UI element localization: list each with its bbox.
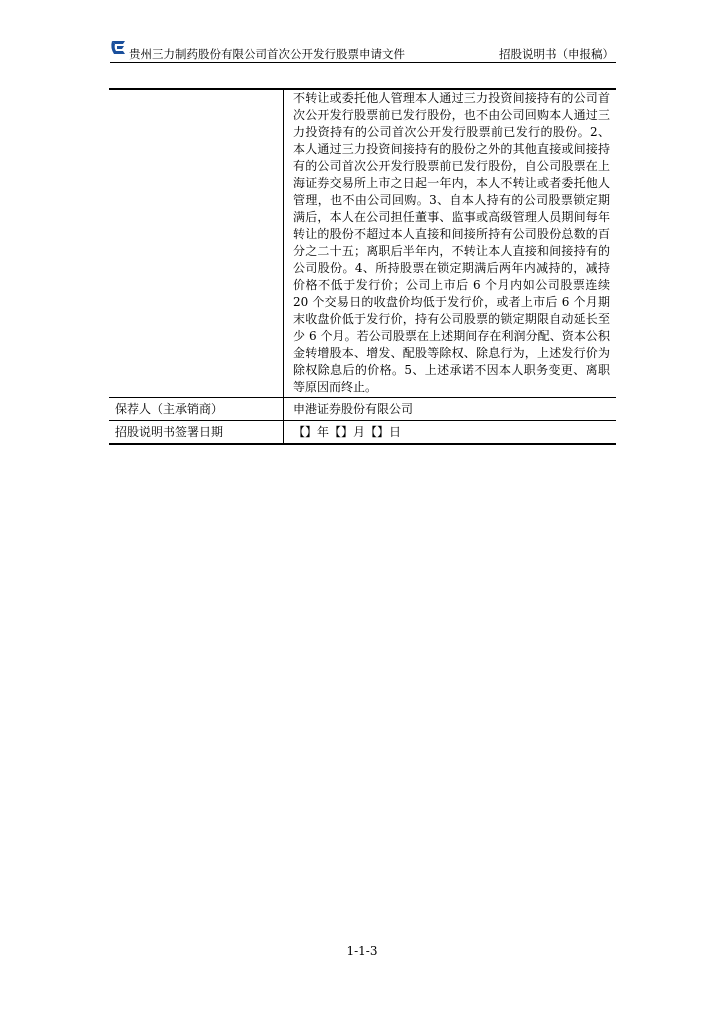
header-document-title: 贵州三力制药股份有限公司首次公开发行股票申请文件 (129, 47, 405, 61)
table-label-cell (109, 89, 284, 398)
header-document-type: 招股说明书（申报稿） (499, 47, 614, 61)
table-row (109, 421, 616, 445)
sanli-logo-icon (110, 38, 127, 58)
table-value-cell: 申港证券股份有限公司 (284, 398, 617, 421)
table-value-cell: 不转让或委托他人管理本人通过三力投资间接持有的公司首次公开发行股票前已发行股份，也不由公司回购本人通过三力投资持有的公司首次公开发行股票前已发行的股份。2、本人通过三力投资间接持有的股份之外的其他直接或间接持有的公司首次公开发行股票前已发行股份，自公司股票在上海证券交易所上市之日起一年内，本人不转让或者委托他人管理，也不由公司回购。3、自本人持有的公司股票锁定期满后，本人在公司担任董事、监事或高级管理人员期间每年转让的股份不超过本人直接和间接所持有公司股份总数的百分之二十五；离职后半年内，不转让本人直接和间接持有的公司股份。4、所持股票在锁定期满后两年内减持的，减持价格不低于发行价；公司上市后 6 个月内如公司股票连续 20 个交易日的收盘价均低于发行价，或者上市后 6 个月期末收盘价低于发行价，持有公司股票的锁定期限自动延长至少 6 个月。若公司股票在上述期间存在利润分配、资本公积金转增股本、增发、配股等除权、除息行为，上述发行价为除权除息后的价格。5、上述承诺不因本人职务变更、离职等原因而终止。 (284, 89, 617, 398)
table-value-cell: 【】年【】月【】日 (284, 421, 617, 445)
table-row (109, 89, 616, 398)
page-number: 1-1-3 (346, 944, 378, 958)
info-table (109, 88, 616, 445)
table-row (109, 398, 616, 421)
header-divider (110, 62, 616, 63)
page-header (110, 38, 616, 63)
table-label-cell: 保荐人（主承销商） (109, 398, 284, 421)
table-label-cell: 招股说明书签署日期 (109, 421, 284, 445)
